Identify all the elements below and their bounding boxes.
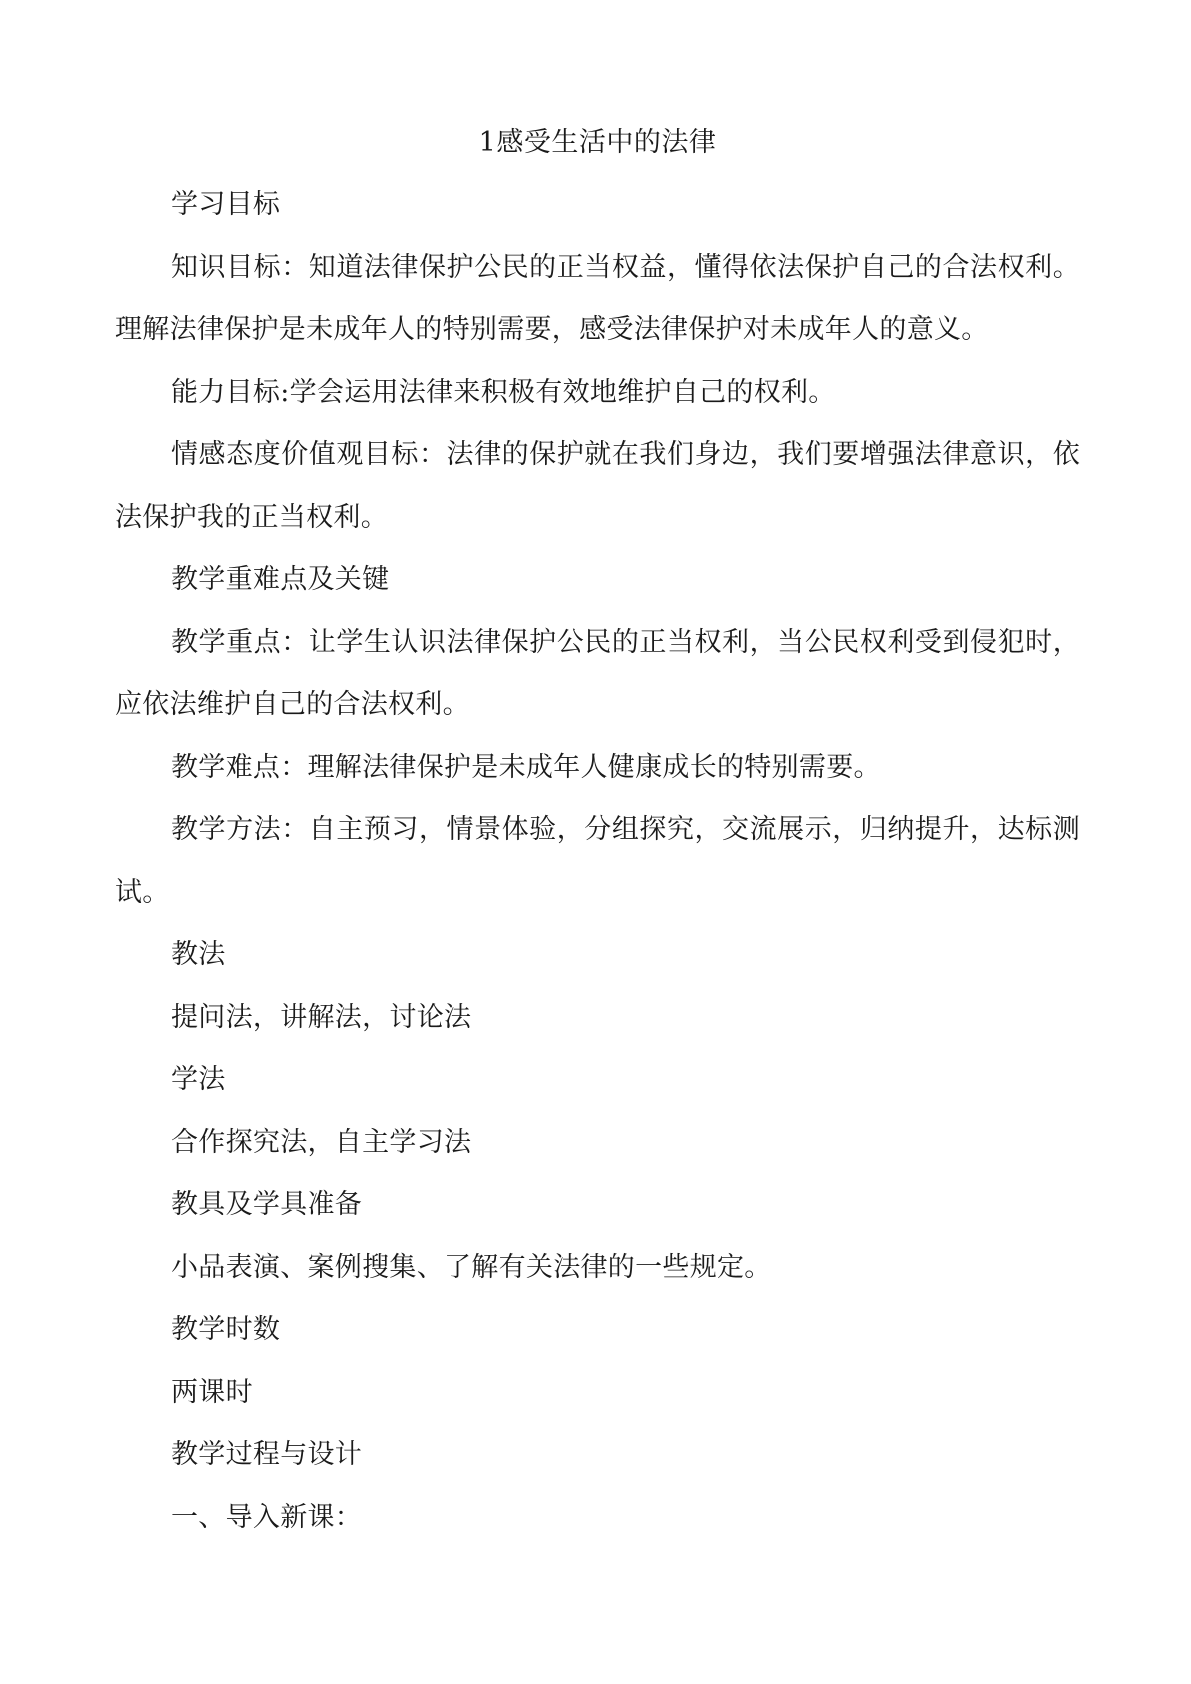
section-heading-learning-approach: 学法 [171,1064,226,1095]
paragraph-knowledge-goal: 知识目标：知道法律保护公民的正当权益，懂得依法保护自己的合法权利。理解法律保护是未成年人的特别需要，感受法律保护对未成年人的意义。 [115,251,1080,345]
section-heading-introduction: 一、导入新课： [171,1501,363,1533]
paragraph-materials: 小品表演、案例搜集、了解有关法律的一些规定。 [171,1251,772,1283]
section-heading-teaching-approach: 教法 [171,939,226,970]
paragraph-ability-goal: 能力目标:学会运用法律来积极有效地维护自己的权利。 [171,376,836,408]
paragraph-teaching-approach: 提问法，讲解法，讨论法 [171,1001,472,1033]
section-heading-key-points: 教学重难点及关键 [171,564,390,595]
section-heading-materials: 教具及学具准备 [171,1189,363,1220]
paragraph-teaching-focus: 教学重点：让学生认识法律保护公民的正当权利，当公民权利受到侵犯时，应依法维护自己的合法权利。 [115,626,1080,720]
paragraph-teaching-difficulty: 教学难点：理解法律保护是未成年人健康成长的特别需要。 [171,751,881,783]
paragraph-learning-approach: 合作探究法，自主学习法 [171,1126,472,1158]
section-heading-class-hours: 教学时数 [171,1314,281,1345]
paragraph-attitude-goal: 情感态度价值观目标：法律的保护就在我们身边，我们要增强法律意识，依法保护我的正当权利。 [115,439,1080,533]
section-heading-process: 教学过程与设计 [171,1439,363,1470]
section-heading-learning-goals: 学习目标 [171,189,281,220]
document-page [115,112,1080,1549]
paragraph-class-hours: 两课时 [171,1376,253,1408]
paragraph-teaching-method: 教学方法：自主预习，情景体验，分组探究，交流展示，归纳提升，达标测试。 [115,814,1080,908]
document-title: 1感受生活中的法律 [478,127,717,158]
